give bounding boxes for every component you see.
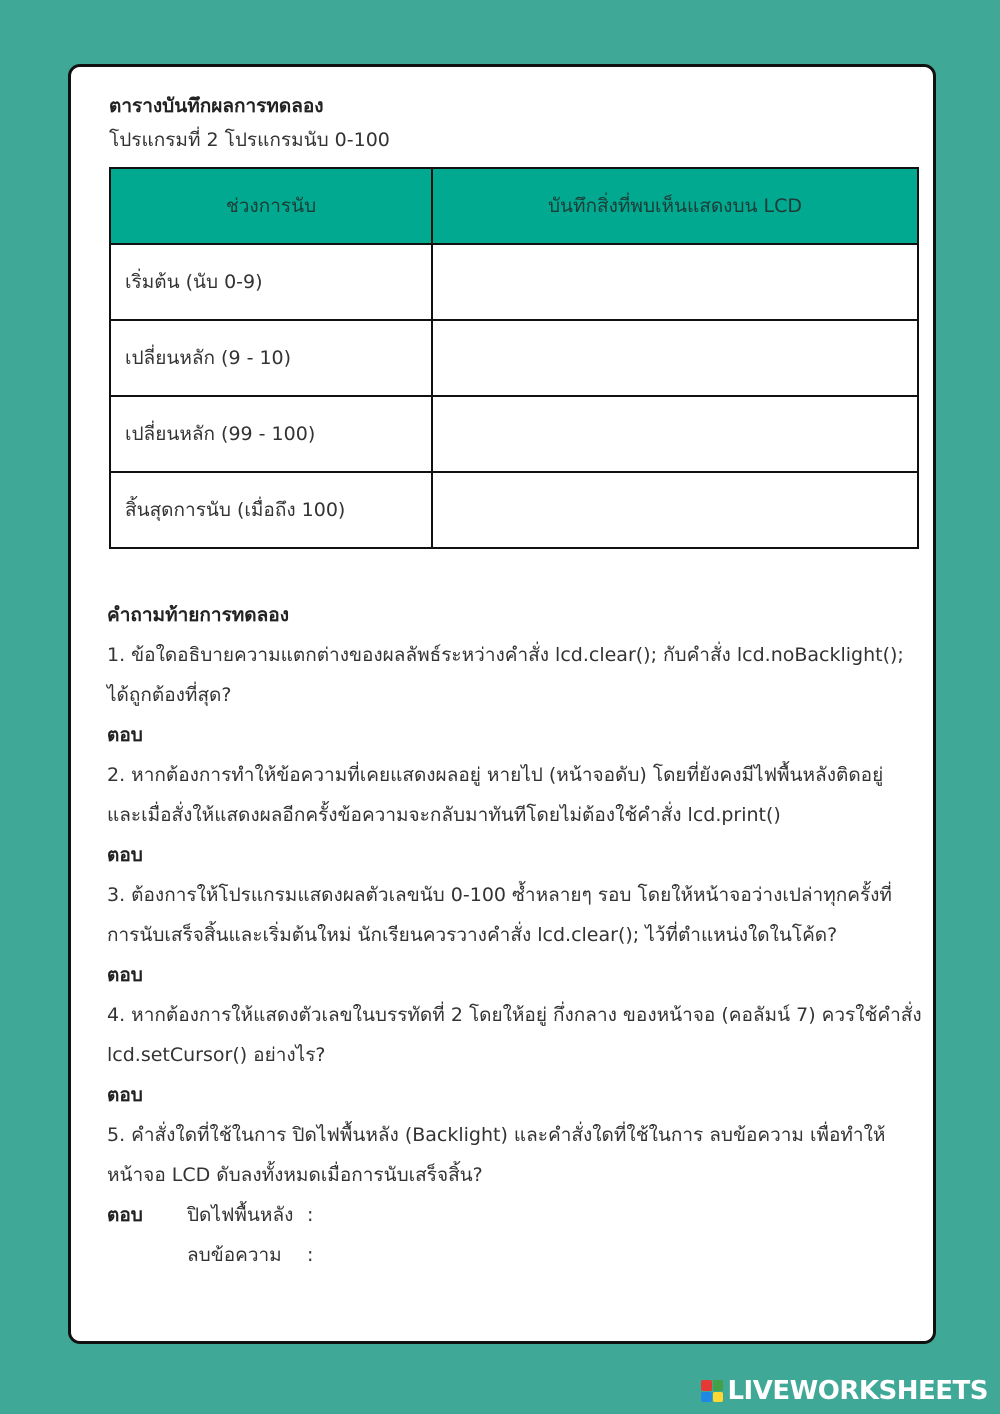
liveworksheets-logo: [701, 1376, 988, 1406]
question-text: 5. คำสั่งใดที่ใช้ในการ ปิดไฟพื้นหลัง (Backlight) และคำสั่งใดที่ใช้ในการ ลบข้อความ เพื่อทำให้: [107, 1124, 886, 1146]
question-text: 4. หากต้องการให้แสดงตัวเลขในบรรทัดที่ 2 โดยให้อยู่ กึ่งกลาง ของหน้าจอ (คอลัมน์ 7) ควรใช้คำสั่ง: [107, 1004, 922, 1026]
answer-field[interactable]: ตอบ: [107, 1084, 143, 1106]
column-header-observation: บันทึกสิ่งที่พบเห็นแสดงบน LCD: [432, 168, 918, 244]
answer-field[interactable]: ตอบ: [107, 964, 143, 986]
question-text: 2. หากต้องการทำให้ข้อความที่เคยแสดงผลอยู่ หายไป (หน้าจอดับ) โดยที่ยังคงมีไฟพื้นหลังติดอยู่: [107, 764, 884, 786]
questions-heading: คำถามท้ายการทดลอง: [107, 604, 289, 626]
table-row: [110, 396, 918, 472]
table-row: [110, 320, 918, 396]
row-label: เปลี่ยนหลัก (9 - 10): [110, 320, 432, 396]
observation-answer-cell[interactable]: [432, 244, 918, 320]
row-label: สิ้นสุดการนับ (เมื่อถึง 100): [110, 472, 432, 548]
question-text: 1. ข้อใดอธิบายความแตกต่างของผลลัพธ์ระหว่างคำสั่ง lcd.clear(); กับคำสั่ง lcd.noBacklight();: [107, 644, 904, 666]
observation-answer-cell[interactable]: [432, 472, 918, 548]
question-text: ได้ถูกต้องที่สุด?: [107, 684, 232, 706]
field-label-clear: ลบข้อความ: [187, 1244, 282, 1266]
observation-answer-cell[interactable]: [432, 396, 918, 472]
observation-answer-cell[interactable]: [432, 320, 918, 396]
answer-field-clear[interactable]: [327, 1235, 917, 1275]
answer-field[interactable]: ตอบ: [107, 844, 143, 866]
answer-field-backlight[interactable]: [327, 1195, 917, 1235]
logo-icon: [701, 1380, 723, 1402]
table-header-row: [110, 168, 918, 244]
colon: :: [307, 1204, 314, 1226]
answer-row-clear: [107, 1235, 917, 1275]
question-1: [107, 635, 917, 755]
question-text: lcd.setCursor() อย่างไร?: [107, 1044, 326, 1066]
answer-label: ตอบ: [107, 1204, 143, 1226]
question-3: [107, 875, 917, 995]
record-table: [109, 167, 919, 549]
question-text: หน้าจอ LCD ดับลงทั้งหมดเมื่อการนับเสร็จสิ้น?: [107, 1164, 483, 1186]
answer-row-backlight: [107, 1195, 917, 1235]
question-5: [107, 1115, 917, 1275]
question-2: [107, 755, 917, 875]
worksheet-subtitle: โปรแกรมที่ 2 โปรแกรมนับ 0-100: [109, 129, 390, 151]
logo-text: LIVEWORKSHEETS: [727, 1376, 988, 1406]
answer-label-spacer: [107, 1235, 187, 1275]
questions-section: [107, 595, 922, 1275]
answer-field[interactable]: ตอบ: [107, 724, 143, 746]
row-label: เริ่มต้น (นับ 0-9): [110, 244, 432, 320]
field-label-backlight: ปิดไฟพื้นหลัง: [187, 1204, 294, 1226]
worksheet-title: ตารางบันทึกผลการทดลอง: [109, 95, 324, 117]
question-text: และเมื่อสั่งให้แสดงผลอีกครั้งข้อความจะกลับมาทันทีโดยไม่ต้องใช้คำสั่ง lcd.print(): [107, 804, 781, 826]
table-row: [110, 244, 918, 320]
table-row: [110, 472, 918, 548]
row-label: เปลี่ยนหลัก (99 - 100): [110, 396, 432, 472]
colon: :: [307, 1244, 314, 1266]
question-4: [107, 995, 922, 1115]
column-header-range: ช่วงการนับ: [110, 168, 432, 244]
question-text: การนับเสร็จสิ้นและเริ่มต้นใหม่ นักเรียนควรวางคำสั่ง lcd.clear(); ไว้ที่ตำแหน่งใดในโค้ด?: [107, 924, 838, 946]
worksheet-card: [68, 64, 936, 1344]
question-text: 3. ต้องการให้โปรแกรมแสดงผลตัวเลขนับ 0-100 ซ้ำหลายๆ รอบ โดยให้หน้าจอว่างเปล่าทุกครั้งที่: [107, 884, 892, 906]
